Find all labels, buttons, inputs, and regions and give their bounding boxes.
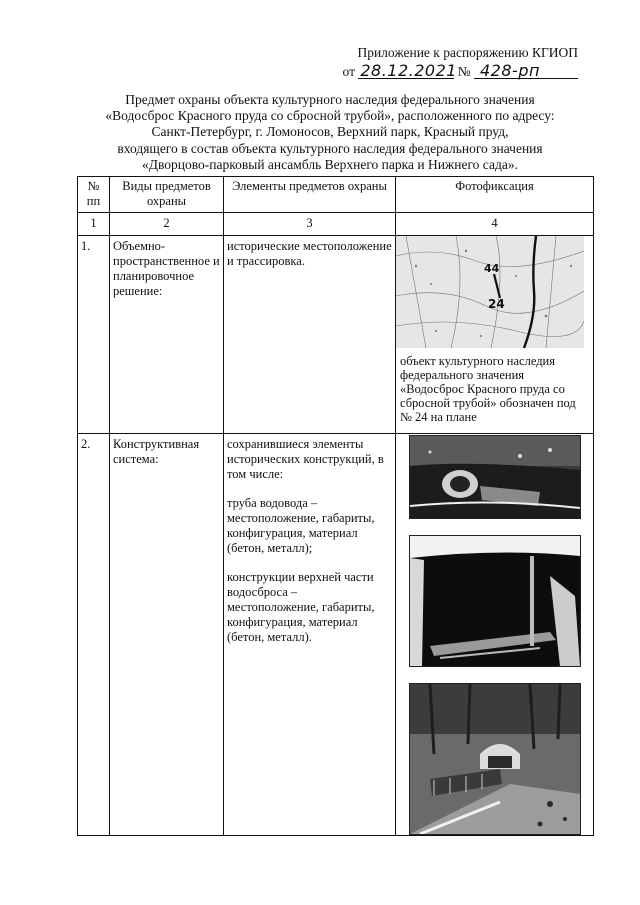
element-text: конструкции верхней части водосброса – местоположение, габариты, конфигурация, материал (бетон, металл). bbox=[227, 570, 375, 644]
number-sign: № bbox=[457, 64, 471, 79]
title-line-1: Предмет охраны объекта культурного наследия федерального значения bbox=[125, 92, 535, 107]
document-title bbox=[60, 92, 600, 173]
title-line-5: «Дворцово-парковый ансамбль Верхнего парка и Нижнего сада». bbox=[142, 156, 518, 172]
header-photo: Фотофиксация bbox=[396, 177, 594, 213]
row-elements bbox=[224, 434, 396, 836]
index-cell: 2 bbox=[110, 213, 224, 236]
table-row bbox=[78, 236, 594, 434]
row-number: 2. bbox=[78, 434, 110, 836]
pipe-photo bbox=[409, 435, 581, 519]
outlet-photo bbox=[409, 535, 581, 667]
row-number: 1. bbox=[78, 236, 110, 434]
order-header-date-line bbox=[343, 63, 579, 80]
order-header-title: Приложение к распоряжению КГИОП bbox=[357, 45, 578, 60]
header-elements: Элементы предметов охраны bbox=[224, 177, 396, 213]
row-type: Конструктивная система: bbox=[110, 434, 224, 836]
index-cell: 4 bbox=[396, 213, 594, 236]
element-text: сохранившиеся элементы исторических конструкций, в том числе: bbox=[227, 437, 384, 481]
table-index-row bbox=[78, 213, 594, 236]
row-photo-cell bbox=[396, 236, 594, 434]
table-header-row bbox=[78, 177, 594, 213]
order-header bbox=[343, 44, 579, 80]
header-num: № пп bbox=[78, 177, 110, 213]
header-type: Виды предметов охраны bbox=[110, 177, 224, 213]
row-type: Объемно-пространственное и планировочное решение: bbox=[110, 236, 224, 434]
order-date: 28.12.2021 bbox=[360, 61, 457, 80]
title-line-4: входящего в состав объекта культурного наследия федерального значения bbox=[117, 140, 543, 156]
protection-table bbox=[77, 176, 594, 836]
date-prefix: от bbox=[342, 64, 355, 79]
index-cell: 3 bbox=[224, 213, 396, 236]
plan-map-image bbox=[396, 236, 593, 348]
map-label-24: 24 bbox=[488, 297, 505, 311]
index-cell: 1 bbox=[78, 213, 110, 236]
row-photo-cell bbox=[396, 434, 594, 836]
spillway-photo bbox=[409, 683, 581, 835]
row-elements bbox=[224, 236, 396, 434]
title-line-3: Санкт-Петербург, г. Ломоносов, Верхний парк, Красный пруд, bbox=[151, 124, 509, 140]
title-line-2: «Водосброс Красного пруда со сбросной трубой», расположенного по адресу: bbox=[105, 108, 555, 124]
photo-caption: объект культурного наследия федерального значения «Водосброс Красного пруда со сбросной трубой» обозначен под № 24 на плане bbox=[400, 354, 576, 424]
order-number: 428-рп bbox=[474, 63, 578, 79]
element-text: исторические местоположение и трассировка. bbox=[227, 239, 392, 268]
element-text: труба водовода – местоположение, габариты, конфигурация, материал (бетон, металл); bbox=[227, 496, 375, 555]
map-label-44: 44 bbox=[484, 262, 500, 275]
table-row bbox=[78, 434, 594, 836]
